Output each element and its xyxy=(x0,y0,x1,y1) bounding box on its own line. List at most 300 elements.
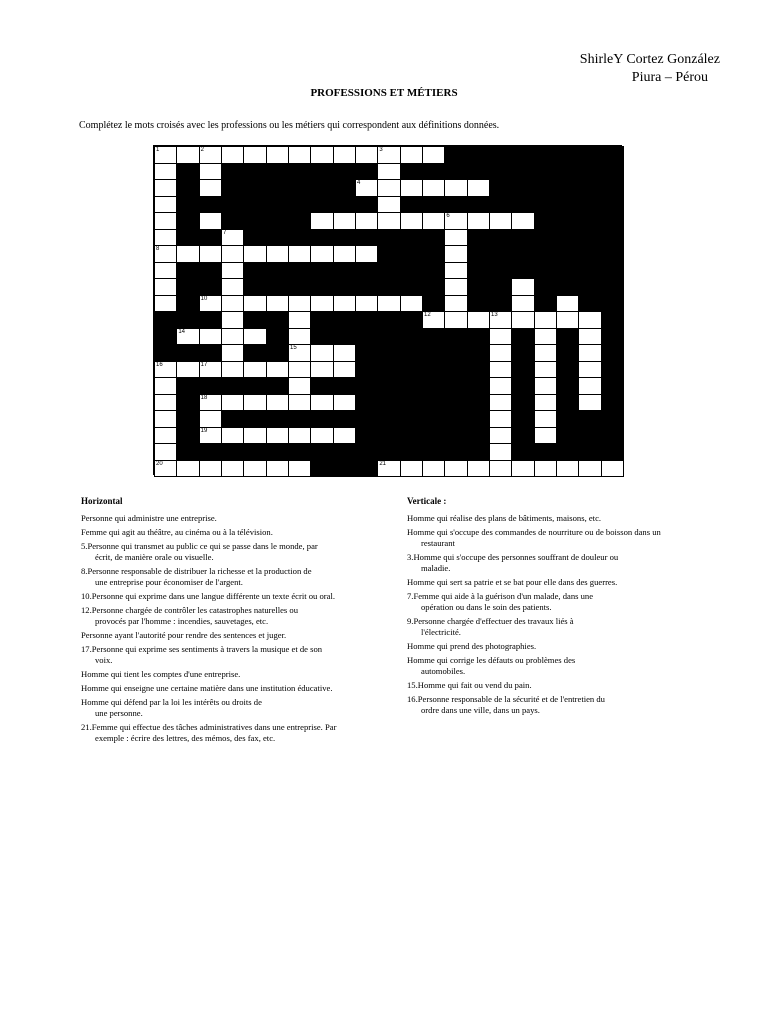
grid-cell-black xyxy=(422,229,445,247)
grid-cell-black xyxy=(199,278,222,296)
grid-cell[interactable] xyxy=(243,295,266,313)
grid-cell-black xyxy=(355,377,378,395)
grid-cell-black xyxy=(176,179,199,197)
grid-cell-black xyxy=(154,311,177,329)
grid-cell[interactable] xyxy=(243,427,266,445)
grid-cell[interactable] xyxy=(333,212,356,230)
author-location: Piura – Pérou xyxy=(631,70,708,85)
grid-cell-black xyxy=(400,410,423,428)
grid-cell-black xyxy=(377,328,400,346)
clue-text-continued: l'électricité. xyxy=(421,627,461,637)
grid-cell-black xyxy=(511,328,534,346)
grid-cell-black xyxy=(511,344,534,362)
grid-cell-black xyxy=(422,278,445,296)
grid-cell-black xyxy=(355,163,378,181)
grid-cell[interactable] xyxy=(266,295,289,313)
grid-cell[interactable] xyxy=(333,245,356,263)
grid-cell[interactable] xyxy=(221,427,244,445)
grid-cell[interactable] xyxy=(400,146,423,164)
grid-cell[interactable] xyxy=(444,295,467,313)
grid-cell[interactable] xyxy=(266,146,289,164)
grid-cell-black xyxy=(467,295,490,313)
grid-cell-black xyxy=(199,311,222,329)
grid-cell[interactable] xyxy=(578,377,601,395)
grid-cell[interactable] xyxy=(288,377,311,395)
grid-cell[interactable] xyxy=(400,212,423,230)
clue-text-continued: une personne. xyxy=(95,708,143,718)
grid-cell[interactable] xyxy=(511,295,534,313)
grid-cell-black xyxy=(266,229,289,247)
grid-cell[interactable] xyxy=(154,163,177,181)
grid-cell[interactable] xyxy=(467,460,490,478)
grid-cell[interactable] xyxy=(444,460,467,478)
grid-cell[interactable] xyxy=(154,394,177,412)
grid-cell[interactable] xyxy=(355,212,378,230)
grid-cell-black xyxy=(199,344,222,362)
grid-cell[interactable] xyxy=(199,179,222,197)
author-name: ShirleY Cortez González xyxy=(579,52,720,67)
grid-cell-black xyxy=(266,196,289,214)
grid-cell-black xyxy=(243,443,266,461)
grid-cell-black xyxy=(534,146,557,164)
grid-cell-black xyxy=(288,262,311,280)
grid-cell[interactable] xyxy=(221,311,244,329)
grid-cell-black xyxy=(243,196,266,214)
grid-cell-black xyxy=(534,443,557,461)
clue-number: 12 xyxy=(424,312,431,318)
grid-cell[interactable] xyxy=(333,295,356,313)
grid-cell[interactable] xyxy=(489,328,512,346)
grid-cell[interactable] xyxy=(489,394,512,412)
grid-cell[interactable] xyxy=(243,460,266,478)
grid-cell[interactable] xyxy=(534,328,557,346)
grid-cell[interactable] xyxy=(310,427,333,445)
grid-cell[interactable] xyxy=(534,361,557,379)
grid-cell[interactable] xyxy=(377,179,400,197)
grid-cell[interactable] xyxy=(534,311,557,329)
clue-text: 17.Personne qui exprime ses sentiments à travers la musique et de son xyxy=(81,644,323,654)
clue-text-continued: provocés par l'homme : incendies, sauvetages, etc. xyxy=(95,616,269,626)
grid-cell-black xyxy=(601,361,624,379)
grid-cell[interactable] xyxy=(534,394,557,412)
grid-cell-black xyxy=(556,229,579,247)
grid-cell-black xyxy=(422,361,445,379)
grid-cell-black xyxy=(444,328,467,346)
grid-cell[interactable] xyxy=(400,460,423,478)
grid-cell-black xyxy=(310,460,333,478)
grid-cell[interactable] xyxy=(176,245,199,263)
grid-cell-black xyxy=(377,245,400,263)
grid-cell-black xyxy=(221,179,244,197)
grid-cell[interactable] xyxy=(266,427,289,445)
grid-cell[interactable] xyxy=(534,344,557,362)
clue-text: Homme qui réalise des plans de bâtiments, maisons, etc. xyxy=(407,513,602,523)
grid-cell[interactable] xyxy=(333,427,356,445)
grid-cell[interactable] xyxy=(556,295,579,313)
horizontal-clue xyxy=(81,527,381,538)
grid-cell[interactable] xyxy=(266,460,289,478)
grid-cell-black xyxy=(199,196,222,214)
grid-cell-black xyxy=(444,196,467,214)
grid-cell[interactable] xyxy=(288,146,311,164)
grid-cell[interactable] xyxy=(176,460,199,478)
grid-cell-black xyxy=(601,163,624,181)
grid-cell[interactable] xyxy=(154,179,177,197)
grid-cell-black xyxy=(511,146,534,164)
clue-number: 6 xyxy=(446,213,450,219)
grid-cell-black xyxy=(243,377,266,395)
horizontal-clue xyxy=(81,630,381,641)
clue-number: 7 xyxy=(223,229,227,236)
grid-cell[interactable] xyxy=(377,163,400,181)
grid-cell-black xyxy=(377,311,400,329)
grid-cell-black xyxy=(534,212,557,230)
clue-number: 9 xyxy=(535,279,539,285)
grid-cell[interactable] xyxy=(355,146,378,164)
grid-cell-black xyxy=(243,344,266,362)
grid-cell[interactable] xyxy=(355,295,378,313)
grid-cell[interactable] xyxy=(199,328,222,346)
grid-cell[interactable] xyxy=(422,179,445,197)
clue-text-continued: opération ou dans le soin des patients. xyxy=(421,602,552,612)
grid-cell-black xyxy=(489,229,512,247)
vertical-clue xyxy=(407,513,697,524)
grid-cell-black xyxy=(221,410,244,428)
grid-cell[interactable] xyxy=(266,361,289,379)
grid-cell[interactable] xyxy=(444,179,467,197)
grid-cell[interactable] xyxy=(534,377,557,395)
grid-cell[interactable] xyxy=(534,410,557,428)
grid-cell-black xyxy=(467,245,490,263)
grid-cell-black xyxy=(288,179,311,197)
grid-cell-black xyxy=(333,410,356,428)
grid-cell[interactable] xyxy=(578,361,601,379)
grid-cell[interactable] xyxy=(310,344,333,362)
grid-cell-black xyxy=(511,377,534,395)
grid-cell-black xyxy=(601,410,624,428)
grid-cell[interactable] xyxy=(176,361,199,379)
grid-cell-black xyxy=(221,163,244,181)
grid-cell[interactable] xyxy=(154,212,177,230)
grid-cell-black xyxy=(243,229,266,247)
grid-cell[interactable] xyxy=(288,361,311,379)
grid-cell-black xyxy=(243,311,266,329)
clue-number: 11 xyxy=(580,295,587,302)
clue-number: 1 xyxy=(156,147,160,153)
grid-cell[interactable] xyxy=(333,344,356,362)
grid-cell[interactable] xyxy=(511,311,534,329)
grid-cell[interactable] xyxy=(511,212,534,230)
grid-cell-black xyxy=(355,394,378,412)
grid-cell[interactable] xyxy=(288,394,311,412)
grid-cell-black xyxy=(288,163,311,181)
grid-cell-black xyxy=(511,427,534,445)
grid-cell[interactable] xyxy=(422,146,445,164)
grid-cell-black xyxy=(444,443,467,461)
grid-cell[interactable] xyxy=(199,212,222,230)
grid-cell[interactable] xyxy=(154,262,177,280)
grid-cell-black xyxy=(556,262,579,280)
grid-cell-black xyxy=(400,443,423,461)
grid-cell[interactable] xyxy=(444,245,467,263)
grid-cell-black xyxy=(556,179,579,197)
grid-cell-black xyxy=(467,443,490,461)
vertical-clue xyxy=(407,577,697,588)
grid-cell[interactable] xyxy=(221,394,244,412)
grid-cell[interactable] xyxy=(578,328,601,346)
horizontal-clue xyxy=(81,566,381,588)
grid-cell-black xyxy=(578,146,601,164)
grid-cell[interactable] xyxy=(221,328,244,346)
grid-cell[interactable] xyxy=(221,262,244,280)
grid-cell[interactable] xyxy=(489,460,512,478)
grid-cell[interactable] xyxy=(243,146,266,164)
grid-cell[interactable] xyxy=(243,394,266,412)
grid-cell-black xyxy=(534,229,557,247)
clue-number: 19 xyxy=(200,427,208,434)
grid-cell-black xyxy=(266,311,289,329)
grid-cell-black xyxy=(489,163,512,181)
grid-cell-black xyxy=(422,410,445,428)
grid-cell[interactable] xyxy=(199,163,222,181)
grid-cell[interactable] xyxy=(154,427,177,445)
grid-cell-black xyxy=(422,196,445,214)
grid-cell-black xyxy=(534,262,557,280)
grid-cell-black xyxy=(355,196,378,214)
grid-cell[interactable] xyxy=(578,344,601,362)
grid-cell[interactable] xyxy=(221,361,244,379)
grid-cell-black xyxy=(601,262,624,280)
grid-cell[interactable] xyxy=(221,344,244,362)
grid-cell[interactable] xyxy=(288,328,311,346)
grid-cell[interactable] xyxy=(444,229,467,247)
author-block xyxy=(580,51,720,87)
grid-cell-black xyxy=(444,344,467,362)
grid-cell[interactable] xyxy=(444,262,467,280)
grid-cell[interactable] xyxy=(221,278,244,296)
grid-cell[interactable] xyxy=(444,311,467,329)
grid-cell[interactable] xyxy=(310,361,333,379)
grid-cell-black xyxy=(422,295,445,313)
grid-cell[interactable] xyxy=(199,410,222,428)
grid-cell-black xyxy=(556,212,579,230)
grid-cell[interactable] xyxy=(578,311,601,329)
grid-cell[interactable] xyxy=(355,245,378,263)
grid-cell[interactable] xyxy=(266,245,289,263)
grid-cell[interactable] xyxy=(444,278,467,296)
grid-cell-black xyxy=(578,410,601,428)
grid-cell[interactable] xyxy=(288,245,311,263)
grid-cell[interactable] xyxy=(601,460,624,478)
grid-cell-black xyxy=(377,278,400,296)
grid-cell-black xyxy=(578,196,601,214)
clue-text: 16.Personne responsable de la sécurité et de l'entretien du xyxy=(407,694,605,704)
clue-number: 16 xyxy=(156,361,163,368)
grid-cell[interactable] xyxy=(578,460,601,478)
grid-cell-black xyxy=(578,229,601,247)
grid-cell[interactable] xyxy=(310,212,333,230)
grid-cell[interactable] xyxy=(578,394,601,412)
grid-cell[interactable] xyxy=(422,212,445,230)
grid-cell[interactable] xyxy=(154,196,177,214)
grid-cell-black xyxy=(176,262,199,280)
grid-cell-black xyxy=(511,394,534,412)
horizontal-clues xyxy=(81,496,381,747)
vertical-clues xyxy=(407,496,697,719)
grid-cell-black xyxy=(355,328,378,346)
grid-cell[interactable] xyxy=(154,410,177,428)
grid-cell-black xyxy=(467,344,490,362)
grid-cell-black xyxy=(221,212,244,230)
grid-cell-black xyxy=(601,146,624,164)
grid-cell[interactable] xyxy=(400,179,423,197)
grid-cell[interactable] xyxy=(243,245,266,263)
grid-cell-black xyxy=(176,196,199,214)
grid-cell[interactable] xyxy=(489,377,512,395)
grid-cell[interactable] xyxy=(534,427,557,445)
vertical-clue xyxy=(407,680,697,691)
clue-text: 7.Femme qui aide à la guérison d'un malade, dans une xyxy=(407,591,594,601)
clue-number: 17 xyxy=(200,361,208,368)
grid-cell-black xyxy=(266,212,289,230)
clue-text: Homme qui enseigne une certaine matière dans une institution éducative. xyxy=(81,683,333,693)
grid-cell[interactable] xyxy=(333,146,356,164)
grid-cell[interactable] xyxy=(489,427,512,445)
grid-cell[interactable] xyxy=(221,460,244,478)
grid-cell[interactable] xyxy=(377,196,400,214)
grid-cell[interactable] xyxy=(534,460,557,478)
grid-cell-black xyxy=(176,443,199,461)
grid-cell-black xyxy=(556,377,579,395)
grid-cell-black xyxy=(288,410,311,428)
grid-cell[interactable] xyxy=(467,212,490,230)
grid-cell[interactable] xyxy=(221,146,244,164)
grid-cell-black xyxy=(534,295,557,313)
grid-cell-black xyxy=(601,295,624,313)
grid-cell-black xyxy=(377,377,400,395)
crossword-grid xyxy=(153,145,622,475)
grid-cell-black xyxy=(266,377,289,395)
grid-cell[interactable] xyxy=(422,460,445,478)
grid-cell[interactable] xyxy=(467,311,490,329)
grid-cell-black xyxy=(266,179,289,197)
grid-cell[interactable] xyxy=(400,295,423,313)
grid-cell[interactable] xyxy=(377,212,400,230)
grid-cell[interactable] xyxy=(556,460,579,478)
grid-cell-black xyxy=(467,229,490,247)
vertical-clue xyxy=(407,591,697,613)
grid-cell[interactable] xyxy=(556,311,579,329)
grid-cell-black xyxy=(601,344,624,362)
grid-cell[interactable] xyxy=(221,245,244,263)
clue-number: 15 xyxy=(290,345,297,351)
grid-cell[interactable] xyxy=(266,394,289,412)
grid-cell-black xyxy=(243,262,266,280)
grid-cell-black xyxy=(556,394,579,412)
grid-cell[interactable] xyxy=(243,361,266,379)
grid-cell[interactable] xyxy=(333,361,356,379)
grid-cell[interactable] xyxy=(288,311,311,329)
grid-cell-black xyxy=(489,278,512,296)
grid-cell-black xyxy=(333,229,356,247)
grid-cell[interactable] xyxy=(288,427,311,445)
grid-cell[interactable] xyxy=(511,278,534,296)
grid-cell-black xyxy=(556,196,579,214)
grid-cell[interactable] xyxy=(288,295,311,313)
clue-text-continued: restaurant xyxy=(421,538,455,548)
grid-cell-black xyxy=(221,443,244,461)
grid-cell[interactable] xyxy=(511,460,534,478)
grid-cell-black xyxy=(422,427,445,445)
clue-text: Homme qui s'occupe des commandes de nourriture ou de boisson dans un xyxy=(407,527,661,537)
grid-cell[interactable] xyxy=(199,460,222,478)
grid-cell[interactable] xyxy=(377,295,400,313)
grid-cell-black xyxy=(310,377,333,395)
grid-cell-black xyxy=(400,196,423,214)
clue-text-continued: une entreprise pour économiser de l'argent. xyxy=(95,577,243,587)
grid-cell[interactable] xyxy=(154,377,177,395)
grid-cell[interactable] xyxy=(154,278,177,296)
clue-text-continued: écrit, de manière orale ou visuelle. xyxy=(95,552,214,562)
grid-cell[interactable] xyxy=(288,460,311,478)
clue-number: 14 xyxy=(178,328,186,335)
grid-cell-black xyxy=(333,460,356,478)
grid-cell[interactable] xyxy=(310,245,333,263)
clue-text: 3.Homme qui s'occupe des personnes souffrant de douleur ou xyxy=(407,552,619,562)
grid-cell[interactable] xyxy=(489,410,512,428)
grid-cell[interactable] xyxy=(489,344,512,362)
grid-cell-black xyxy=(601,427,624,445)
grid-cell-black xyxy=(578,179,601,197)
grid-cell-black xyxy=(556,328,579,346)
grid-cell[interactable] xyxy=(154,229,177,247)
clue-number: 10 xyxy=(200,295,208,302)
grid-cell[interactable] xyxy=(221,295,244,313)
grid-cell[interactable] xyxy=(243,328,266,346)
grid-cell-black xyxy=(489,262,512,280)
grid-cell[interactable] xyxy=(489,361,512,379)
grid-cell[interactable] xyxy=(310,394,333,412)
grid-cell-black xyxy=(154,344,177,362)
grid-cell-black xyxy=(400,377,423,395)
grid-cell-black xyxy=(422,262,445,280)
grid-cell[interactable] xyxy=(489,212,512,230)
grid-cell[interactable] xyxy=(489,443,512,461)
horizontal-clue xyxy=(81,683,381,694)
grid-cell[interactable] xyxy=(333,394,356,412)
grid-cell-black xyxy=(534,245,557,263)
grid-cell[interactable] xyxy=(310,295,333,313)
grid-cell[interactable] xyxy=(310,146,333,164)
grid-cell-black xyxy=(310,229,333,247)
grid-cell[interactable] xyxy=(199,245,222,263)
grid-cell-black xyxy=(467,262,490,280)
grid-cell[interactable] xyxy=(176,146,199,164)
grid-cell-black xyxy=(176,278,199,296)
grid-cell[interactable] xyxy=(467,179,490,197)
grid-cell-black xyxy=(556,361,579,379)
grid-cell[interactable] xyxy=(154,443,177,461)
grid-cell-black xyxy=(578,278,601,296)
grid-cell-black xyxy=(333,163,356,181)
grid-cell-black xyxy=(556,278,579,296)
grid-cell-black xyxy=(578,262,601,280)
horizontal-clue xyxy=(81,697,381,719)
horizontal-clue xyxy=(81,605,381,627)
grid-cell[interactable] xyxy=(154,295,177,313)
grid-cell-black xyxy=(266,278,289,296)
grid-cell-black xyxy=(444,394,467,412)
